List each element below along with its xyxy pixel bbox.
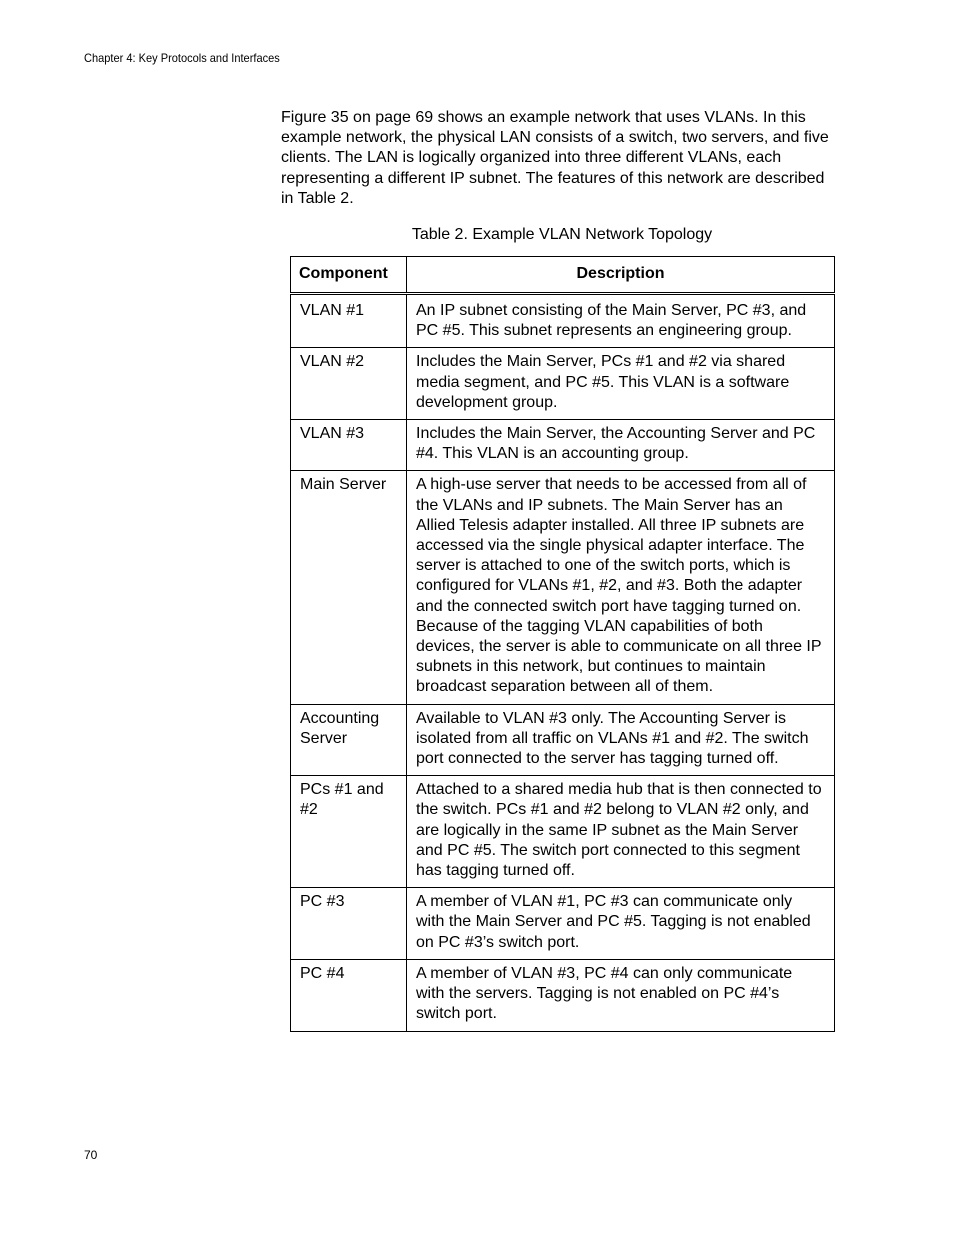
description-cell: Attached to a shared media hub that is then connected to the switch. PCs #1 and #2 belong to VLAN #2 only, and are logically in the same IP subnet as the Main Server and PC #5. The switch port connected to this segment has tagging turned off.	[407, 776, 835, 888]
table-row	[291, 776, 835, 888]
description-cell: Includes the Main Server, PCs #1 and #2 via shared media segment, and PC #5. This VLAN is a software development group.	[407, 348, 835, 420]
table-row	[291, 471, 835, 704]
column-header-description: Description	[407, 257, 835, 294]
component-cell: VLAN #3	[291, 420, 407, 471]
table-row	[291, 704, 835, 776]
description-cell: A high-use server that needs to be accessed from all of the VLANs and IP subnets. The Main Server has an Allied Telesis adapter installed. All three IP subnets are accessed via the single physical adapter interface. The server is attached to one of the switch ports, which is configured for VLANs #1, #2, and #3. Both the adapter and the connected switch port have tagging turned on. Because of the tagging VLAN capabilities of both devices, the server is able to communicate on all three IP subnets in this network, but continues to maintain broadcast separation between all of them.	[407, 471, 835, 704]
description-cell: An IP subnet consisting of the Main Server, PC #3, and PC #5. This subnet represents an engineering group.	[407, 294, 835, 348]
running-header: Chapter 4: Key Protocols and Interfaces	[84, 51, 280, 65]
table-row	[291, 888, 835, 960]
component-cell: PCs #1 and #2	[291, 776, 407, 888]
table-header-row	[291, 257, 835, 294]
description-cell: A member of VLAN #3, PC #4 can only communicate with the servers. Tagging is not enabled on PC #4’s switch port.	[407, 959, 835, 1031]
table-row	[291, 420, 835, 471]
vlan-topology-table	[290, 256, 835, 1032]
column-header-component: Component	[291, 257, 407, 294]
component-cell: PC #4	[291, 959, 407, 1031]
table-row	[291, 348, 835, 420]
component-cell: VLAN #2	[291, 348, 407, 420]
description-cell: A member of VLAN #1, PC #3 can communicate only with the Main Server and PC #5. Tagging is not enabled on PC #3’s switch port.	[407, 888, 835, 960]
table-row	[291, 294, 835, 348]
intro-paragraph: Figure 35 on page 69 shows an example network that uses VLANs. In this example network, the physical LAN consists of a switch, two servers, and five clients. The LAN is logically organized into three different VLANs, each representing a different IP subnet. The features of this network are described in Table 2.	[281, 109, 829, 207]
table-row	[291, 959, 835, 1031]
table-caption: Table 2. Example VLAN Network Topology	[411, 226, 713, 243]
description-cell: Includes the Main Server, the Accounting Server and PC #4. This VLAN is an accounting group.	[407, 420, 835, 471]
component-cell: PC #3	[291, 888, 407, 960]
component-cell: Accounting Server	[291, 704, 407, 776]
page-number: 70	[84, 1148, 98, 1162]
component-cell: VLAN #1	[291, 294, 407, 348]
description-cell: Available to VLAN #3 only. The Accounting Server is isolated from all traffic on VLANs #1 and #2. The switch port connected to the server has tagging turned off.	[407, 704, 835, 776]
component-cell: Main Server	[291, 471, 407, 704]
